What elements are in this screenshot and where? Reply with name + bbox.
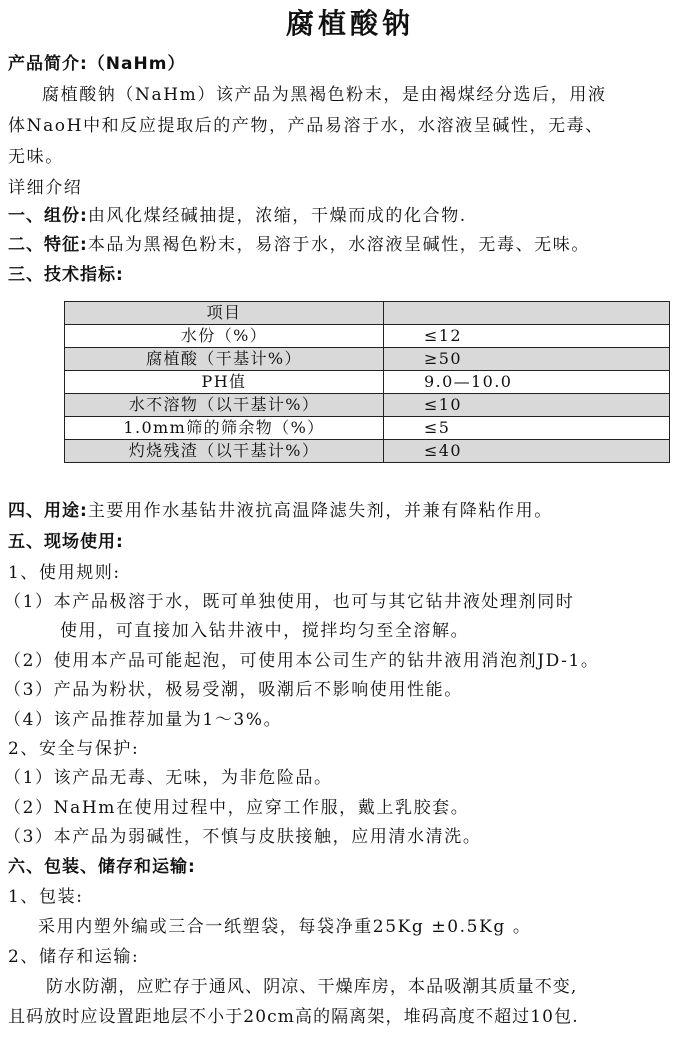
table-row <box>65 371 670 394</box>
storage-text-line-1: 防水防潮，应贮存于通风、阴凉、干燥库房，本品吸潮其质量不变, <box>46 977 578 997</box>
spec-header-value <box>384 302 670 325</box>
spec-header-item: 项目 <box>65 302 384 325</box>
safety-2: （2）NaHm在使用过程中，应穿工作服，戴上乳胶套。 <box>4 798 470 818</box>
composition-label: 一、组份: <box>8 206 88 226</box>
spec-table <box>64 301 670 463</box>
spec-value: ≤5 <box>384 417 670 440</box>
rule-1-line-2: 使用，可直接加入钻井液中，搅拌均匀至全溶解。 <box>60 621 470 641</box>
pack-heading: 1、包装: <box>8 887 84 907</box>
features-label: 二、特征: <box>8 235 88 255</box>
rule-3: （3）产品为粉状，极易受潮，吸潮后不影响使用性能。 <box>4 680 463 700</box>
table-row <box>65 417 670 440</box>
field-use-heading: 五、现场使用: <box>8 532 124 552</box>
spec-name: 水份（%） <box>65 325 384 348</box>
usage-text: 主要用作水基钻井液抗高温降滤失剂，并兼有降粘作用。 <box>87 501 553 521</box>
table-row <box>65 325 670 348</box>
spec-name: 1.0mm筛的筛余物（%） <box>65 417 384 440</box>
spec-value: ≤12 <box>384 325 670 348</box>
safety-heading: 2、安全与保护: <box>8 739 140 759</box>
packaging-heading: 六、包装、储存和运输: <box>8 857 196 877</box>
intro-text-line-2: 体NaoH中和反应提取后的产物，产品易溶于水，水溶液呈碱性，无毒、 <box>8 116 604 136</box>
storage-text-line-2: 且码放时应设置距地层不小于20cm高的隔离架，堆码高度不超过10包. <box>8 1007 579 1027</box>
spec-table-header-row <box>65 302 670 325</box>
table-row <box>65 440 670 463</box>
spec-name: 腐植酸（干基计%） <box>65 348 384 371</box>
usage-section <box>8 499 694 523</box>
page-title: 腐植酸钠 <box>285 7 414 40</box>
detail-label: 详细介绍 <box>8 178 83 198</box>
rules-heading: 1、使用规则: <box>8 563 121 583</box>
intro-heading: 产品简介:（NaHm） <box>8 54 186 74</box>
spec-value: 9.0—10.0 <box>384 371 670 394</box>
intro-text-line-1: 腐植酸钠（NaHm）该产品为黑褐色粉末，是由褐煤经分选后，用液 <box>42 85 607 105</box>
safety-3: （3）本产品为弱碱性，不慎与皮肤接触，应用清水清洗。 <box>4 827 482 847</box>
rule-2: （2）使用本产品可能起泡，可使用本公司生产的钻井液用消泡剂JD-1。 <box>4 651 600 671</box>
intro-text-line-3: 无味。 <box>8 147 64 167</box>
safety-1: （1）该产品无毒、无味，为非危险品。 <box>4 768 333 788</box>
table-row <box>65 394 670 417</box>
features-text: 本品为黑褐色粉末，易溶于水，水溶液呈碱性，无毒、无味。 <box>87 235 591 255</box>
pack-text: 采用内塑外编或三合一纸塑袋，每袋净重25Kg ±0.5Kg 。 <box>38 917 532 937</box>
usage-label: 四、用途: <box>8 501 88 521</box>
spec-name: 灼烧残渣（以干基计%） <box>65 440 384 463</box>
spec-name: PH值 <box>65 371 384 394</box>
spec-name: 水不溶物（以干基计%） <box>65 394 384 417</box>
specs-heading: 三、技术指标: <box>8 265 124 285</box>
composition-text: 由风化煤经碱抽提，浓缩，干燥而成的化合物. <box>87 206 467 226</box>
spec-value: ≤10 <box>384 394 670 417</box>
storage-heading: 2、储存和运输: <box>8 947 140 967</box>
rule-1-line-1: （1）本产品极溶于水，既可单独使用，也可与其它钻井液处理剂同时 <box>4 592 575 612</box>
spec-value: ≤40 <box>384 440 670 463</box>
rule-4: （4）该产品推荐加量为1～3%。 <box>4 710 283 730</box>
table-row <box>65 348 670 371</box>
features-section <box>8 233 694 257</box>
spec-value: ≥50 <box>384 348 670 371</box>
composition-section <box>8 204 694 228</box>
